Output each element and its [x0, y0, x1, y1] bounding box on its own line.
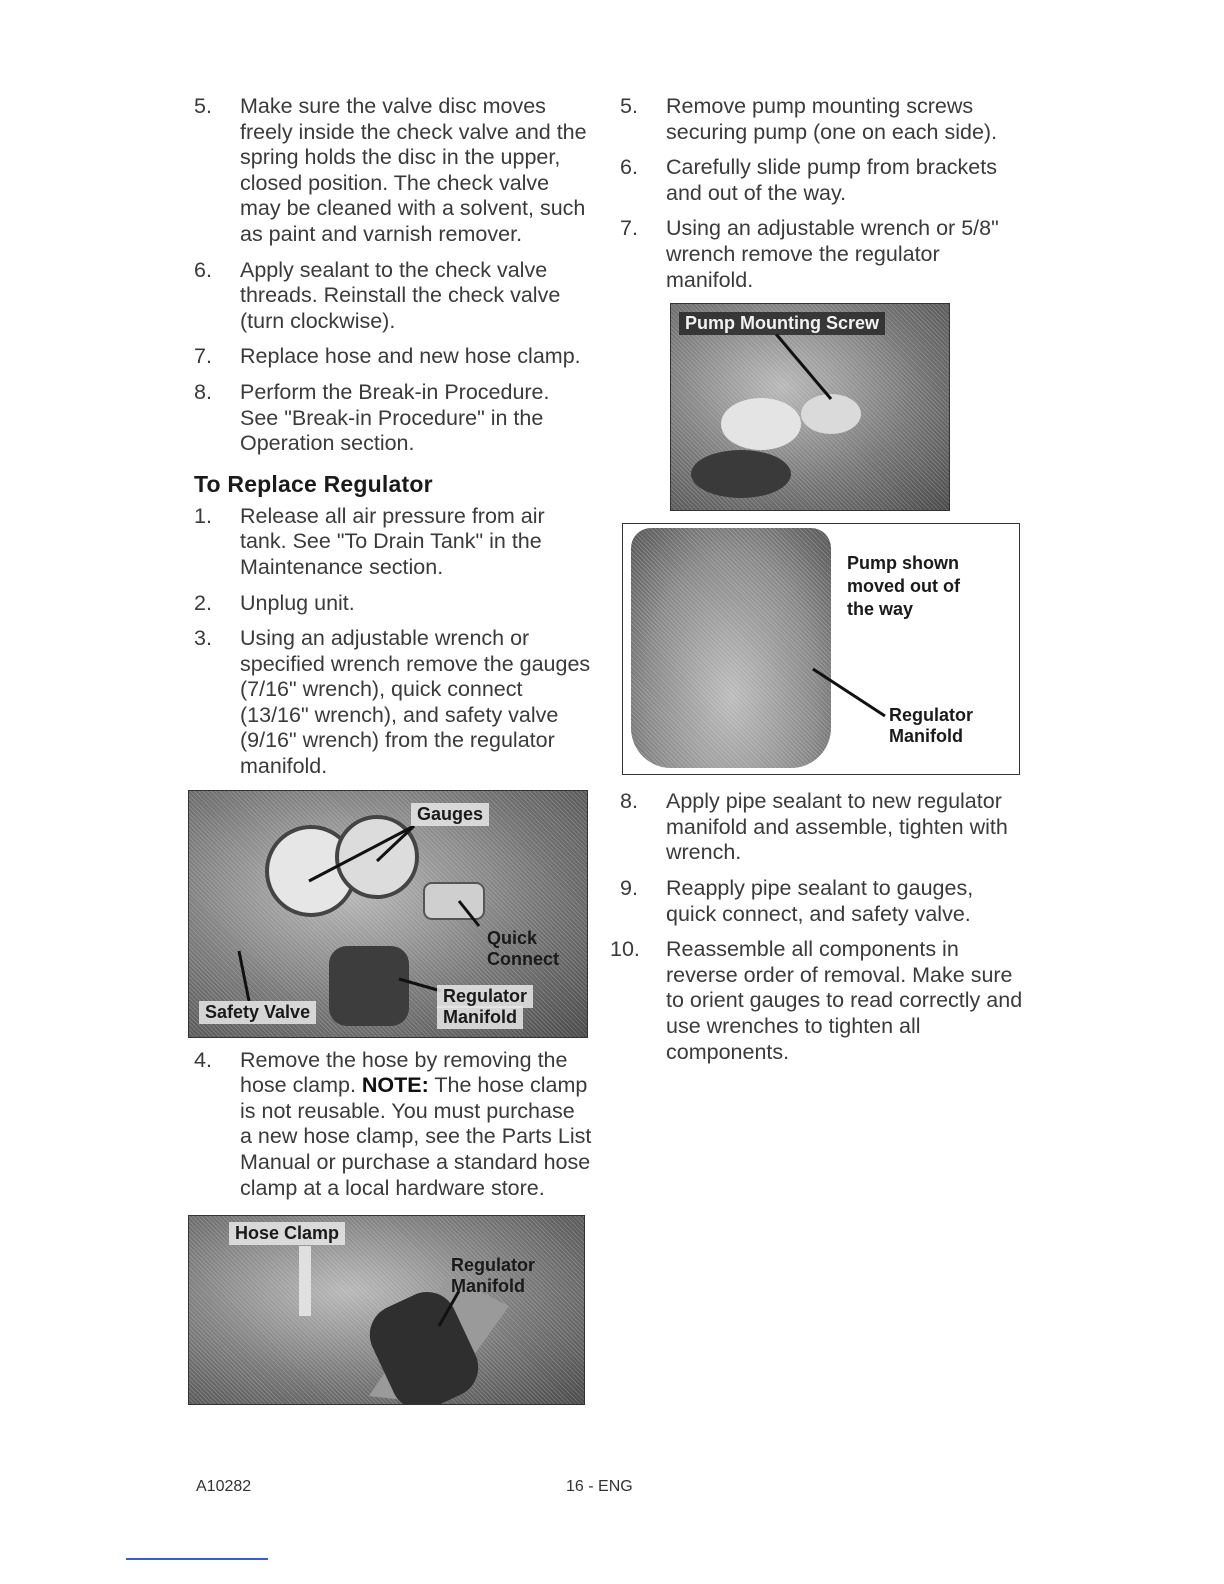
check-valve-steps: [192, 94, 592, 457]
safety-valve-label: Safety Valve: [199, 1001, 316, 1024]
list-item: 7. Replace hose and new hose clamp.: [194, 344, 581, 369]
regulator-manifold-label: Manifold: [451, 1276, 525, 1297]
document-code: A10282: [196, 1478, 252, 1495]
regulator-manifold-label: Manifold: [889, 726, 963, 747]
note-label: NOTE:: [361, 1073, 429, 1098]
list-item: 7. Using an adjustable wrench or 5/8" wrench remove the regulator manifold.: [620, 216, 999, 292]
pump-moved-figure: [622, 523, 1020, 775]
pump-shown-label: Pump shown: [847, 553, 959, 574]
list-item: 2. Unplug unit.: [194, 590, 355, 615]
list-item: 9. Reapply pipe sealant to gauges, quick connect, and safety valve.: [620, 875, 974, 926]
list-item: 6. Carefully slide pump from brackets and out of the way.: [620, 155, 997, 205]
list-item: 4. Remove the hose by removing the hose clamp. NOTE: The hose clamp is not reusable. You must purchase a new hose clamp, see the Parts List Manual or purchase a standard hose clamp at a local hardware store.: [194, 1047, 592, 1200]
divider: [126, 1558, 268, 1560]
quick-connect-label: Quick: [487, 927, 538, 948]
regulator-manifold-label: Regulator: [437, 985, 533, 1008]
left-column: [192, 94, 592, 1405]
pump-shown-label: moved out of: [847, 576, 960, 597]
pump-shown-label: the way: [847, 599, 914, 620]
regulator-manifold-label: Regulator: [451, 1255, 536, 1276]
regulator-manifold-label: Manifold: [437, 1006, 523, 1029]
section-heading: To Replace Regulator: [194, 470, 433, 497]
gauges-figure: [188, 790, 588, 1038]
gauges-label: Gauges: [411, 803, 489, 826]
list-item: 8. Perform the Break-in Procedure. See "Break-in Procedure" in the Operation section.: [194, 379, 550, 456]
list-item: 1. Release all air pressure from air tank. See "To Drain Tank" in the Maintenance section.: [194, 503, 545, 579]
list-item: 8. Apply pipe sealant to new regulator manifold and assemble, tighten with wrench.: [620, 789, 1008, 865]
pump-removal-steps: [618, 94, 1028, 293]
quick-connect-label: Connect: [487, 948, 559, 969]
pump-mounting-figure: [670, 303, 950, 511]
pump-mounting-screw-label: Pump Mounting Screw: [679, 312, 885, 335]
list-item: 3. Using an adjustable wrench or specified wrench remove the gauges (7/16" wrench), quick connect (13/16" wrench), and safety valve (9/16" wrench) from the regulator manifold.: [194, 626, 591, 779]
list-item: 5. Remove pump mounting screws securing pump (one on each side).: [620, 94, 998, 144]
list-item: 10. Reassemble all components in reverse order of removal. Make sure to orient gauges to read correctly and use wrenches to tighten all components.: [610, 937, 1023, 1064]
regulator-manifold-label: Regulator: [889, 705, 974, 726]
list-item: 6. Apply sealant to the check valve threads. Reinstall the check valve (turn clockwise).: [194, 257, 561, 333]
hose-steps: [192, 1048, 592, 1202]
hose-clamp-figure: [188, 1215, 585, 1405]
regulator-steps: [192, 504, 592, 780]
reassembly-steps: [610, 789, 1028, 1065]
list-item: 5. Make sure the valve disc moves freely inside the check valve and the spring holds the disc in the upper, closed position. The check valve may be cleaned with a solvent, such as paint and varnish remover.: [194, 94, 587, 246]
hose-clamp-label: Hose Clamp: [229, 1222, 345, 1245]
page-number: 16 - ENG: [566, 1478, 633, 1495]
right-column: [610, 94, 1028, 1075]
